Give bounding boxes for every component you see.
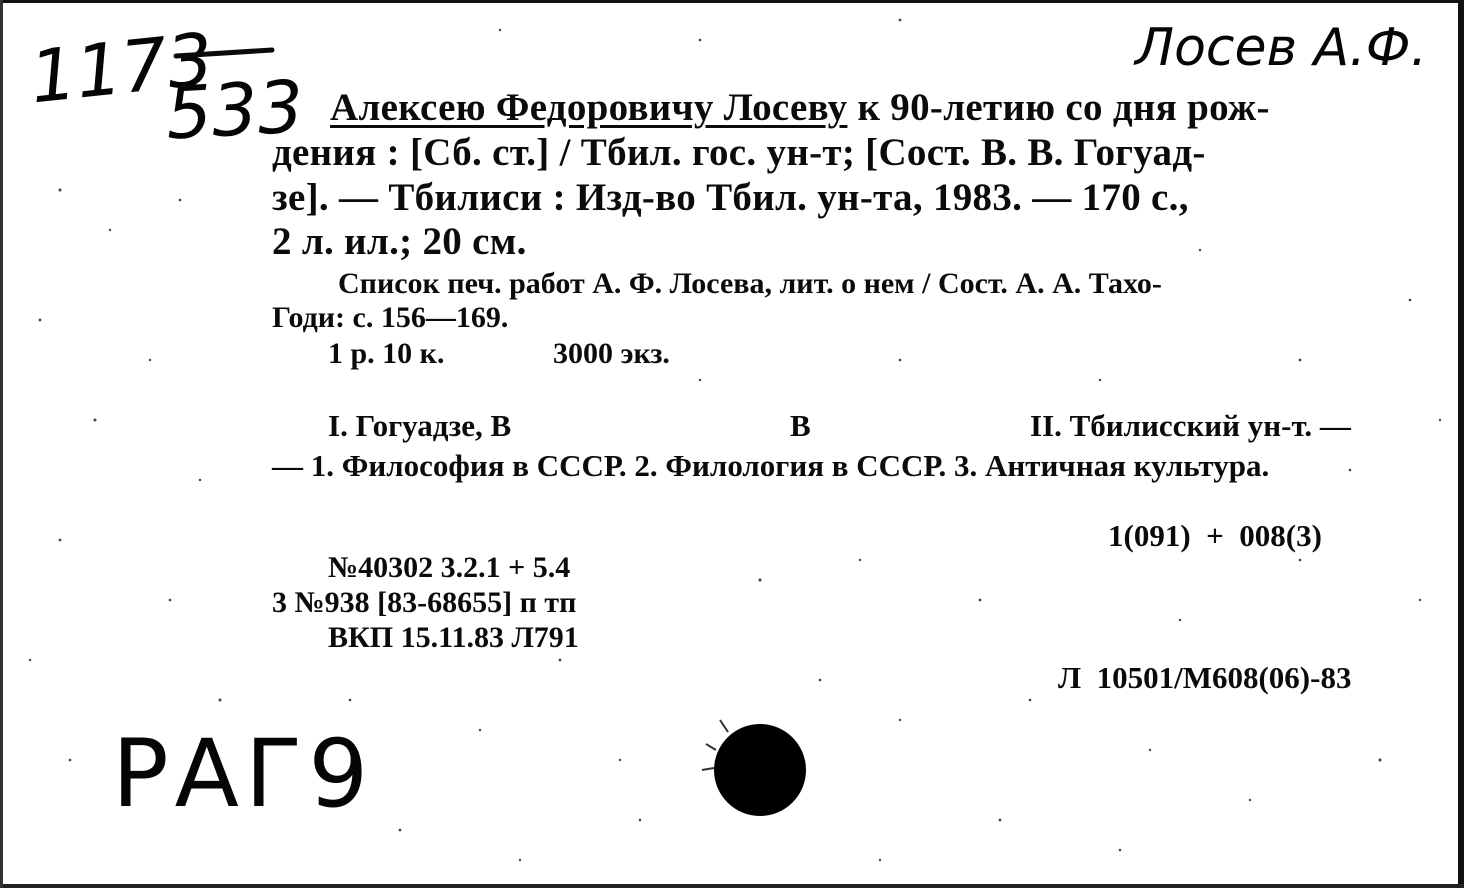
price: 1 р. 10 к. [328,337,445,370]
title-line-3: зе]. — Тбилиси : Изд-во Тбил. ун-та, 1983. — 170 с., [272,176,1189,219]
stamp-handwritten: РАГ9 [112,720,375,829]
number-line-1: №40302 3.2.1 + 5.4 [328,551,571,584]
note-line-1: Список печ. работ А. Ф. Лосева, лит. о нем / Сост. А. А. Тахо- [338,267,1162,300]
code: Л 10501/М608(06)-83 [1058,660,1352,695]
note-line-2: Годи: с. 156—169. [272,301,509,334]
subjects: — 1. Философия в СССР. 2. Филология в СССР. 3. Античная культура. [272,448,1270,483]
author-handwritten: Лосев А.Ф. [1135,18,1428,78]
title-underlined: Алексею Федоровичу Лосеву [330,86,848,129]
entry-1: I. Гогуадзе, В [328,408,512,443]
classification: 1(091) + 008(3) [1108,518,1322,553]
title-line-4: 2 л. ил.; 20 см. [272,220,527,263]
call-number-bottom: 533 [163,64,306,156]
title-line-1-rest: к 90-летию со дня рож- [847,86,1270,129]
entry-3: II. Тбилисский ун-т. — [1030,408,1351,443]
call-number-top: 1173 [26,16,218,120]
number-line-3: ВКП 15.11.83 Л791 [328,621,579,654]
copies: 3000 экз. [553,337,670,370]
number-line-2: 3 №938 [83-68655] п тп [272,586,577,619]
title-line-2: дения : [Сб. ст.] / Тбил. гос. ун-т; [Сост. В. В. Гогуад- [272,131,1206,174]
entry-2: В [790,408,811,443]
